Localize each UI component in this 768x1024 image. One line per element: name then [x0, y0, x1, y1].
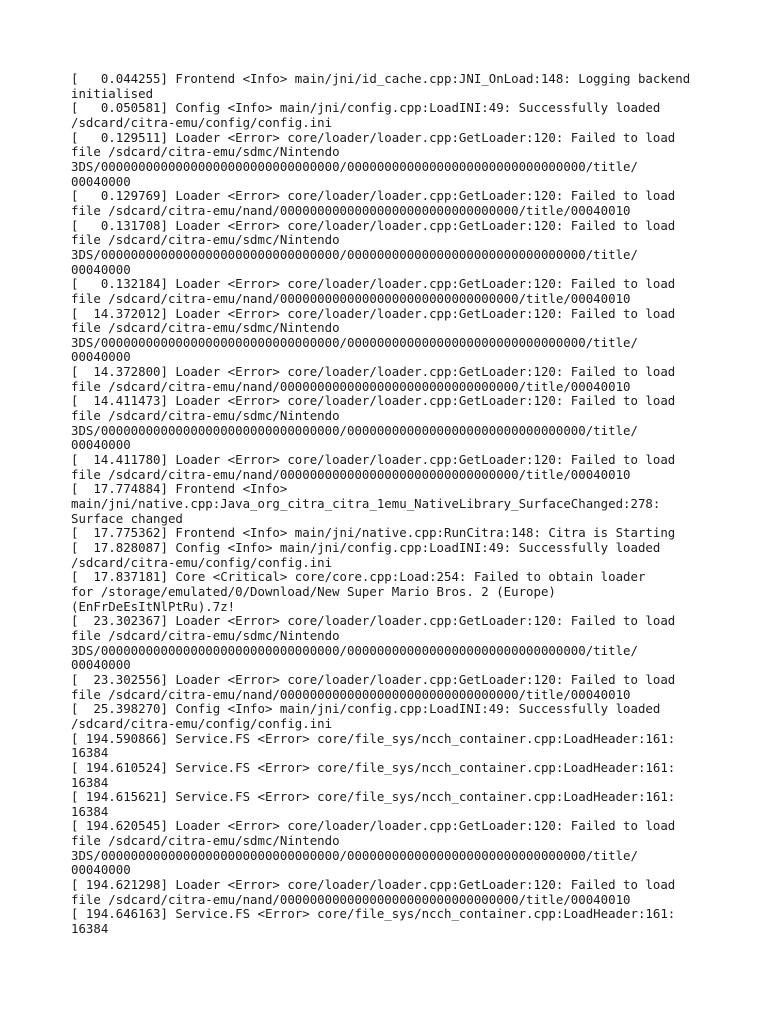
- log-line: 16384: [71, 745, 109, 761]
- log-line: [ 17.775362] Frontend <Info> main/jni/native.cpp:RunCitra:148: Citra is Starting: [71, 525, 676, 541]
- log-line: [ 14.372800] Loader <Error> core/loader/loader.cpp:GetLoader:120: Failed to load: [71, 364, 676, 380]
- log-line: [ 23.302556] Loader <Error> core/loader/loader.cpp:GetLoader:120: Failed to load: [71, 671, 676, 687]
- log-line: file /sdcard/citra-emu/nand/00000000000000000000000000000000/title/00040010: [71, 202, 631, 218]
- log-line: file /sdcard/citra-emu/nand/00000000000000000000000000000000/title/00040010: [71, 891, 631, 907]
- log-line: [ 14.411780] Loader <Error> core/loader/loader.cpp:GetLoader:120: Failed to load: [71, 452, 676, 468]
- log-line: file /sdcard/citra-emu/sdmc/Nintendo: [71, 627, 340, 643]
- log-document: [71, 72, 711, 937]
- log-line: 00040000: [71, 173, 131, 189]
- log-line: 00040000: [71, 349, 131, 365]
- log-line: [ 23.302367] Loader <Error> core/loader/loader.cpp:GetLoader:120: Failed to load: [71, 613, 676, 629]
- log-line: [ 0.044255] Frontend <Info> main/jni/id_cache.cpp:JNI_OnLoad:148: Logging backend: [71, 71, 691, 86]
- log-line: 3DS/00000000000000000000000000000000/00000000000000000000000000000000/title/: [71, 246, 638, 262]
- log-line: 3DS/00000000000000000000000000000000/00000000000000000000000000000000/title/: [71, 158, 638, 174]
- log-line: /sdcard/citra-emu/config/config.ini: [71, 715, 333, 731]
- log-line: 16384: [71, 803, 109, 819]
- log-line: /sdcard/citra-emu/config/config.ini: [71, 114, 333, 130]
- log-line: 00040000: [71, 437, 131, 453]
- log-line: [ 194.646163] Service.FS <Error> core/file_sys/ncch_container.cpp:LoadHeader:161:: [71, 906, 676, 922]
- log-line: file /sdcard/citra-emu/sdmc/Nintendo: [71, 408, 340, 424]
- log-line: 00040000: [71, 862, 131, 878]
- log-line: [ 194.610524] Service.FS <Error> core/file_sys/ncch_container.cpp:LoadHeader:161:: [71, 759, 676, 775]
- log-line: for /storage/emulated/0/Download/New Super Mario Bros. 2 (Europe): [71, 583, 556, 599]
- log-line: [ 194.590866] Service.FS <Error> core/file_sys/ncch_container.cpp:LoadHeader:161:: [71, 730, 676, 746]
- log-line: file /sdcard/citra-emu/sdmc/Nintendo: [71, 144, 340, 160]
- log-line: (EnFrDeEsItNlPtRu).7z!: [71, 598, 236, 614]
- log-line: 00040000: [71, 261, 131, 277]
- log-line: initialised: [71, 85, 154, 101]
- log-line: main/jni/native.cpp:Java_org_citra_citra_1emu_NativeLibrary_SurfaceChanged:278:: [71, 496, 661, 512]
- log-line: [ 194.621298] Loader <Error> core/loader/loader.cpp:GetLoader:120: Failed to load: [71, 877, 676, 893]
- log-line: [ 0.131708] Loader <Error> core/loader/loader.cpp:GetLoader:120: Failed to load: [71, 217, 676, 233]
- log-line: file /sdcard/citra-emu/nand/00000000000000000000000000000000/title/00040010: [71, 686, 631, 702]
- log-line: Surface changed: [71, 510, 183, 526]
- log-line: [ 25.398270] Config <Info> main/jni/config.cpp:LoadINI:49: Successfully loaded: [71, 701, 661, 717]
- log-line: [ 0.132184] Loader <Error> core/loader/loader.cpp:GetLoader:120: Failed to load: [71, 276, 676, 292]
- log-line: [ 194.615621] Service.FS <Error> core/file_sys/ncch_container.cpp:LoadHeader:161:: [71, 789, 676, 805]
- log-line: [ 17.837181] Core <Critical> core/core.cpp:Load:254: Failed to obtain loader: [71, 569, 646, 585]
- log-line: file /sdcard/citra-emu/sdmc/Nintendo: [71, 833, 340, 849]
- log-line: [ 0.129511] Loader <Error> core/loader/loader.cpp:GetLoader:120: Failed to load: [71, 129, 676, 145]
- log-line: file /sdcard/citra-emu/nand/00000000000000000000000000000000/title/00040010: [71, 290, 631, 306]
- log-body: [71, 72, 711, 937]
- log-line: file /sdcard/citra-emu/sdmc/Nintendo: [71, 232, 340, 248]
- log-line: 16384: [71, 921, 109, 937]
- log-line: /sdcard/citra-emu/config/config.ini: [71, 554, 333, 570]
- log-line: 00040000: [71, 657, 131, 673]
- log-line: 3DS/00000000000000000000000000000000/00000000000000000000000000000000/title/: [71, 422, 638, 438]
- log-line: 3DS/00000000000000000000000000000000/00000000000000000000000000000000/title/: [71, 334, 638, 350]
- log-line: [ 0.050581] Config <Info> main/jni/config.cpp:LoadINI:49: Successfully loaded: [71, 100, 661, 116]
- log-line: [ 14.372012] Loader <Error> core/loader/loader.cpp:GetLoader:120: Failed to load: [71, 305, 676, 321]
- log-line: 16384: [71, 774, 109, 790]
- log-line: [ 14.411473] Loader <Error> core/loader/loader.cpp:GetLoader:120: Failed to load: [71, 393, 676, 409]
- log-line: 3DS/00000000000000000000000000000000/00000000000000000000000000000000/title/: [71, 847, 638, 863]
- log-line: 3DS/00000000000000000000000000000000/00000000000000000000000000000000/title/: [71, 642, 638, 658]
- log-line: [ 17.828087] Config <Info> main/jni/config.cpp:LoadINI:49: Successfully loaded: [71, 540, 661, 555]
- log-line: file /sdcard/citra-emu/nand/00000000000000000000000000000000/title/00040010: [71, 466, 631, 482]
- log-line: [ 0.129769] Loader <Error> core/loader/loader.cpp:GetLoader:120: Failed to load: [71, 188, 676, 204]
- log-line: [ 17.774884] Frontend <Info>: [71, 481, 288, 497]
- log-line: file /sdcard/citra-emu/sdmc/Nintendo: [71, 320, 340, 336]
- log-line: file /sdcard/citra-emu/nand/00000000000000000000000000000000/title/00040010: [71, 378, 631, 394]
- log-line: [ 194.620545] Loader <Error> core/loader/loader.cpp:GetLoader:120: Failed to load: [71, 818, 676, 834]
